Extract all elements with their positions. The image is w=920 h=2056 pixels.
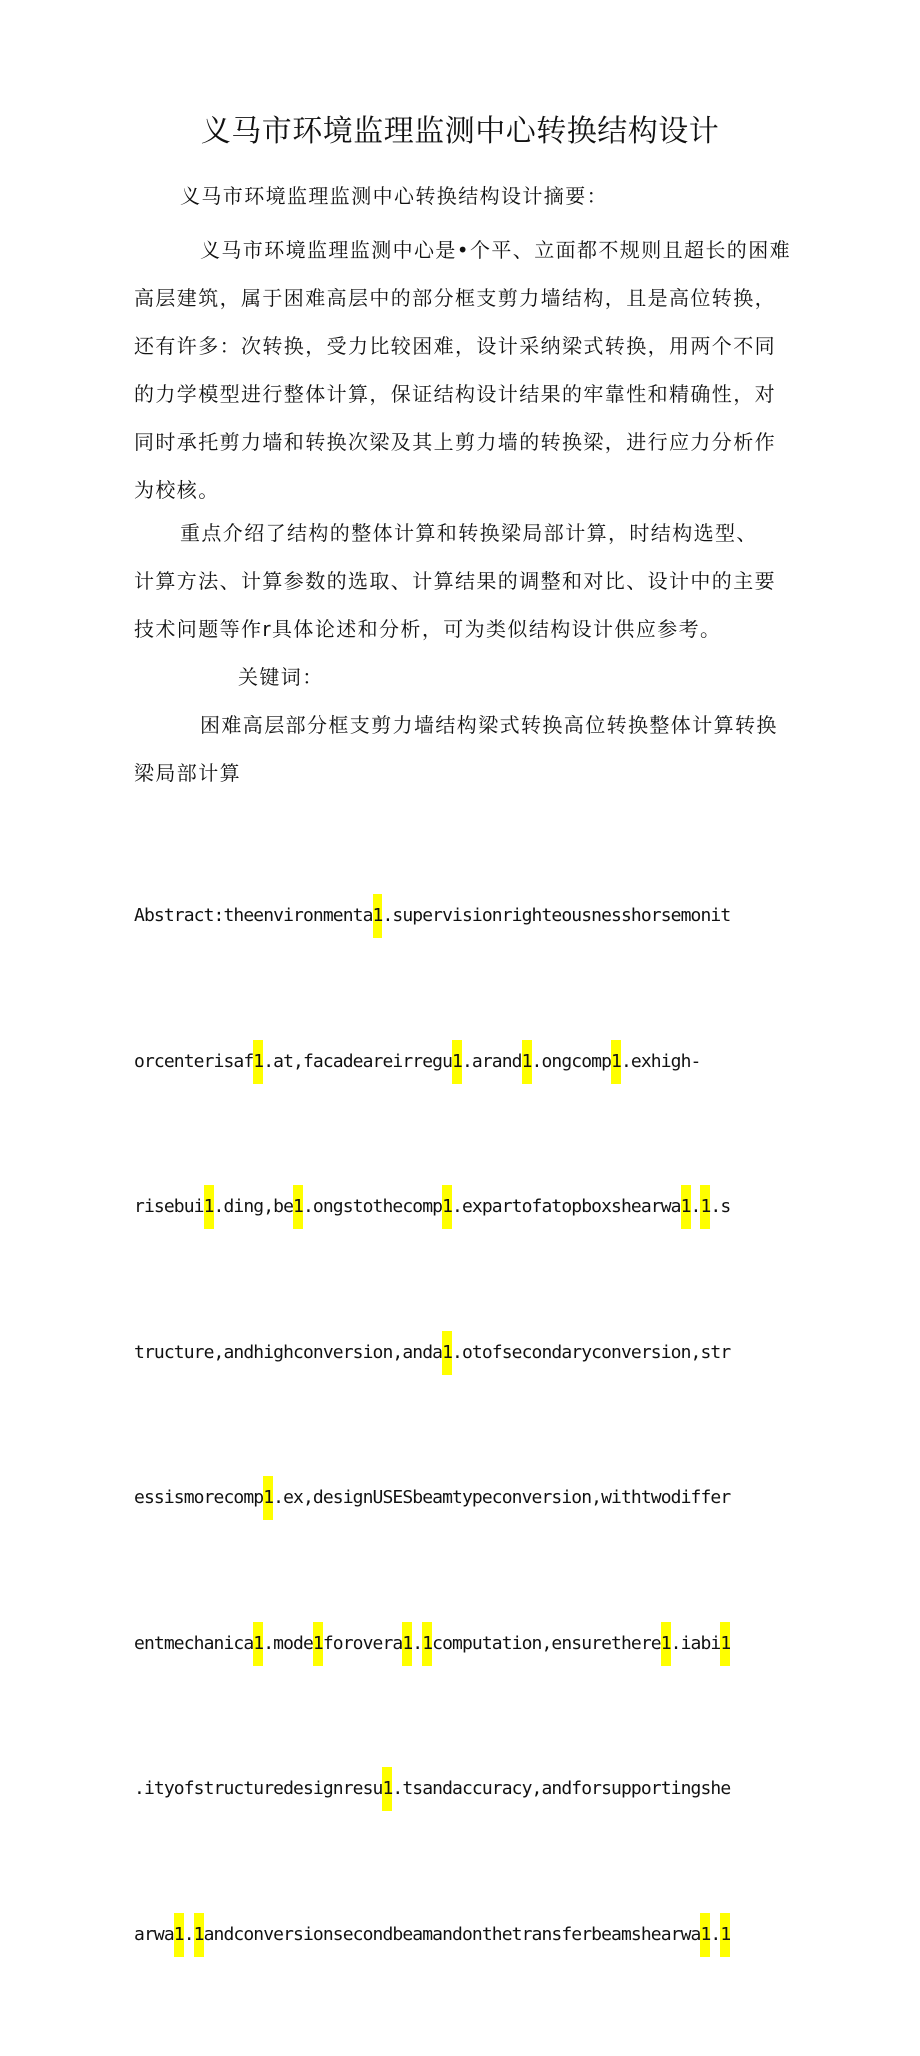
- highlight-mark: 1: [681, 1185, 691, 1229]
- paragraph-line: 同时承托剪力墙和转换次梁及其上剪力墙的转换梁，进行应力分析作: [134, 430, 776, 454]
- english-abstract-line: essismorecomp1.ex,designUSESbeamtypeconversion,withtwodiffer: [134, 1474, 794, 1523]
- english-abstract-line: entmechanica1.mode1forovera1.1computation,ensurethere1.iabi1: [134, 1620, 794, 1669]
- paragraph-line: 高层建筑，属于困难高层中的部分框支剪力墙结构，且是高位转换，: [134, 286, 776, 310]
- paragraph-line: 为校核。: [134, 478, 220, 502]
- highlight-mark: 1: [253, 1622, 263, 1666]
- english-abstract-line: Abstract:theenvironmenta1.supervisionrighteousnesshorsemonit: [134, 892, 794, 941]
- english-abstract-line: risebui1.ding,be1.ongstothecomp1.expartofatopboxshearwa1.1.s: [134, 1183, 794, 1232]
- highlight-mark: 1: [204, 1185, 214, 1229]
- highlight-mark: 1: [194, 1913, 204, 1957]
- highlight-mark: 1: [422, 1622, 432, 1666]
- highlight-mark: 1: [720, 1622, 730, 1666]
- highlight-mark: 1: [373, 894, 383, 938]
- highlight-mark: 1: [313, 1622, 323, 1666]
- document-title: 义马市环境监理监测中心转换结构设计: [200, 114, 720, 149]
- english-abstract-line: tructure,andhighconversion,anda1.otofsecondaryconversion,str: [134, 1329, 794, 1378]
- english-abstract-line: .ityofstructuredesignresu1.tsandaccuracy,andforsupportingshe: [134, 1765, 794, 1814]
- highlight-mark: 1: [700, 1913, 710, 1957]
- highlight-mark: 1: [700, 1185, 710, 1229]
- highlight-mark: 1: [522, 1040, 532, 1084]
- keywords-label: 关键词：: [238, 665, 324, 689]
- highlight-mark: 1: [452, 1040, 462, 1084]
- highlight-mark: 1: [174, 1913, 184, 1957]
- paragraph-line: 还有许多：次转换，受力比较困难，设计采纳梁式转换，用两个不同: [134, 334, 776, 358]
- paragraph-line: 计算方法、计算参数的选取、计算结果的调整和对比、设计中的主要: [134, 569, 776, 593]
- highlight-mark: 1: [720, 1913, 730, 1957]
- paragraph-line: 的力学模型进行整体计算，保证结构设计结果的牢靠性和精确性，对: [134, 382, 776, 406]
- highlight-mark: 1: [293, 1185, 303, 1229]
- highlight-mark: 1: [263, 1476, 273, 1520]
- highlight-mark: 1: [402, 1622, 412, 1666]
- abstract-heading: 义马市环境监理监测中心转换结构设计摘要：: [180, 184, 608, 208]
- highlight-mark: 1: [442, 1331, 452, 1375]
- highlight-mark: 1: [611, 1040, 621, 1084]
- highlight-mark: 1: [442, 1185, 452, 1229]
- paragraph-line: 重点介绍了结构的整体计算和转换梁局部计算，时结构选型、: [180, 521, 758, 545]
- highlight-mark: 1: [382, 1767, 392, 1811]
- paragraph-line: 义马市环境监理监测中心是•个平、立面都不规则且超长的困难: [200, 238, 791, 262]
- english-abstract-line: orcenterisaf1.at,facadeareirregu1.arand1.ongcomp1.exhigh-: [134, 1038, 794, 1087]
- english-abstract: [134, 795, 794, 2056]
- highlight-mark: 1: [661, 1622, 671, 1666]
- paragraph-line: 技术问题等作r具体论述和分析，可为类似结构设计供应参考。: [134, 617, 722, 641]
- keywords-line: 梁局部计算: [134, 761, 241, 785]
- keywords-line: 困难高层部分框支剪力墙结构梁式转换高位转换整体计算转换: [200, 713, 778, 737]
- highlight-mark: 1: [253, 1040, 263, 1084]
- english-abstract-line: arwa1.1andconversionsecondbeamandonthetransferbeamshearwa1.1: [134, 1911, 794, 1960]
